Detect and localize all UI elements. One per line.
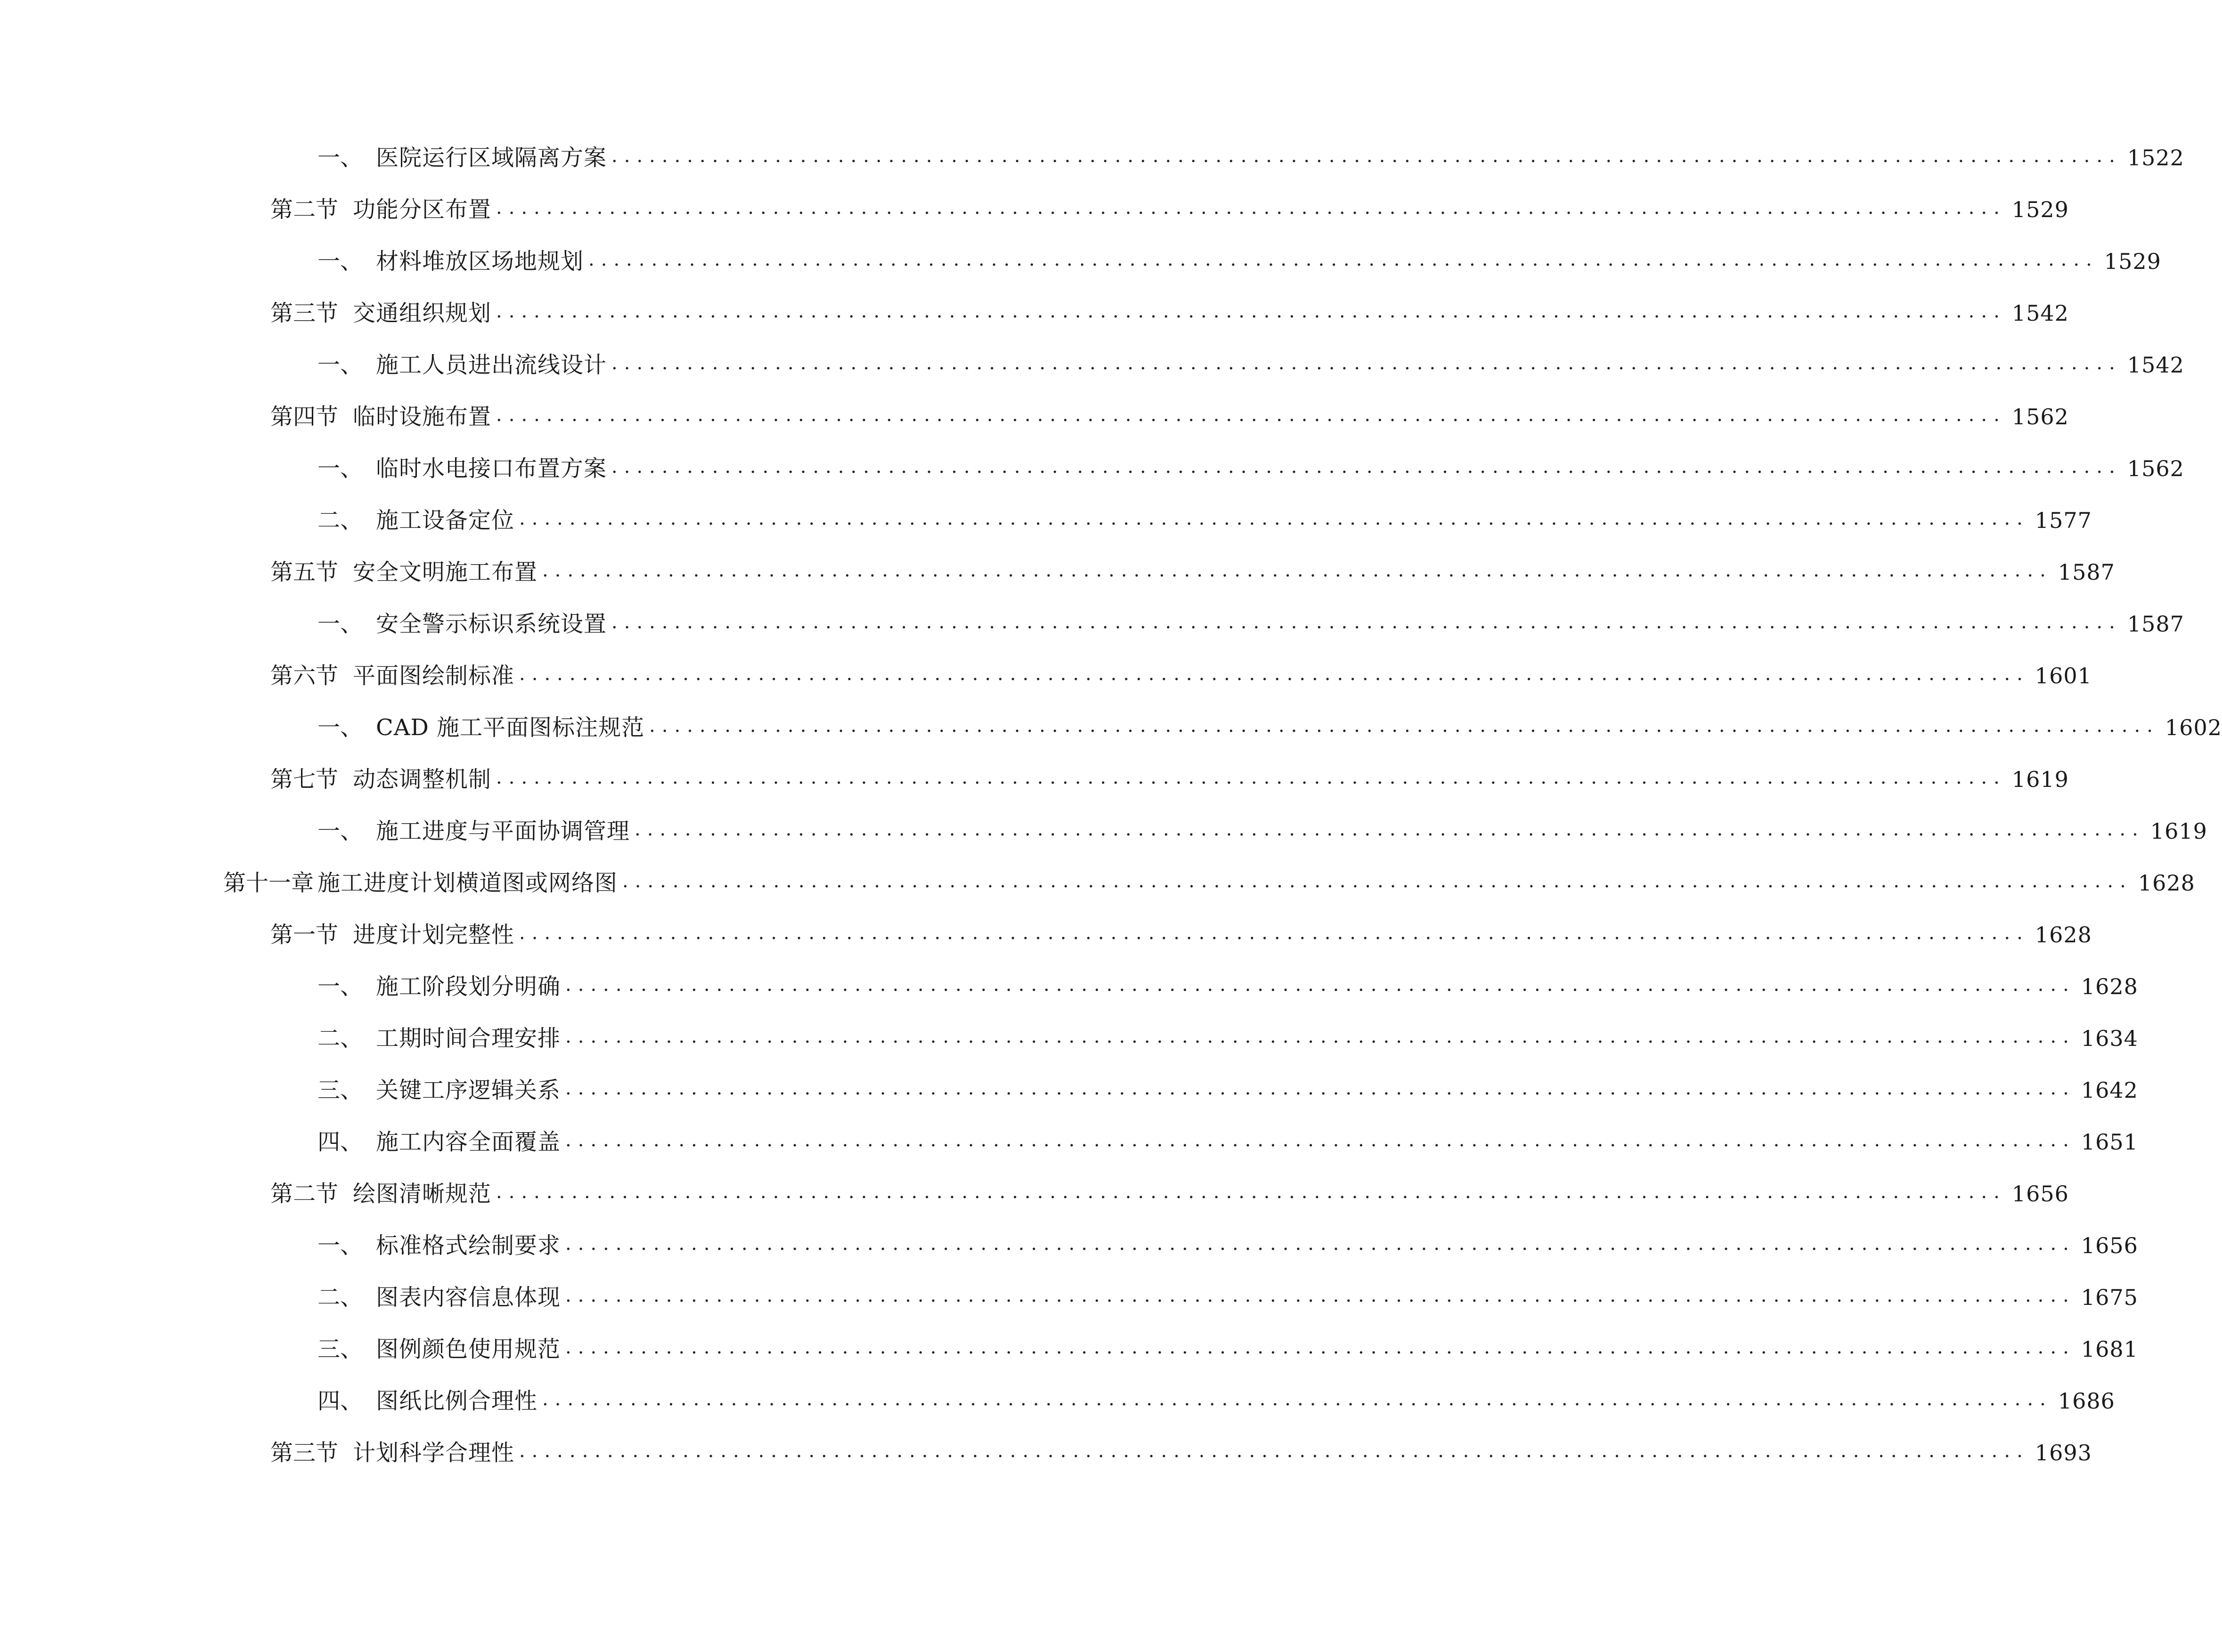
toc-entry[interactable] — [317, 805, 2207, 857]
entry-title: 图纸比例合理性 — [376, 1388, 538, 1414]
dot-leader: ........................................................................................................................ — [519, 663, 2029, 685]
toc-entry[interactable] — [223, 857, 2195, 909]
entry-prefix: 第一节 — [270, 922, 339, 948]
entry-title: 施工进度与平面协调管理 — [376, 818, 630, 844]
dot-leader: ........................................................................................................................ — [611, 145, 2122, 167]
toc-entry[interactable] — [317, 339, 2184, 391]
entry-page-number: 1619 — [2150, 818, 2207, 844]
dot-leader: ........................................................................................................................ — [611, 352, 2122, 374]
dot-leader: ........................................................................................................................ — [611, 611, 2122, 633]
entry-prefix: 一、 — [317, 455, 363, 482]
toc-entry[interactable] — [270, 1427, 2092, 1479]
entry-page-number: 1681 — [2081, 1336, 2138, 1362]
dot-leader: ........................................................................................................................ — [496, 197, 2006, 219]
entry-prefix: 第二节 — [270, 1181, 339, 1207]
entry-prefix: 一、 — [317, 818, 363, 844]
dot-leader: ........................................................................................................................ — [611, 456, 2122, 478]
entry-prefix: 第三节 — [270, 300, 339, 326]
dot-leader: ........................................................................................................................ — [565, 1233, 2075, 1255]
toc-entry[interactable] — [270, 753, 2069, 805]
entry-title: 施工人员进出流线设计 — [376, 352, 607, 378]
entry-prefix: 一、 — [317, 145, 363, 171]
entry-prefix: 第二节 — [270, 196, 339, 223]
entry-prefix: 第十一章 — [223, 870, 314, 896]
entry-title: 工期时间合理安排 — [376, 1025, 561, 1052]
toc-entry[interactable] — [317, 494, 2092, 546]
entry-title: 施工设备定位 — [376, 507, 515, 534]
toc-entry[interactable] — [270, 546, 2115, 598]
entry-title: CAD 施工平面图标注规范 — [376, 714, 645, 741]
entry-prefix: 一、 — [317, 352, 363, 378]
entry-page-number: 1529 — [2011, 197, 2069, 222]
toc-entry[interactable] — [317, 961, 2138, 1012]
entry-page-number: 1686 — [2058, 1388, 2115, 1414]
toc-entry[interactable] — [317, 1012, 2138, 1064]
entry-page-number: 1628 — [2035, 922, 2092, 947]
entry-prefix: 四、 — [317, 1129, 363, 1155]
entry-title: 安全文明施工布置 — [353, 559, 538, 585]
entry-page-number: 1628 — [2138, 870, 2195, 896]
toc-entry[interactable] — [317, 598, 2184, 650]
entry-page-number: 1642 — [2081, 1077, 2138, 1103]
entry-prefix: 三、 — [317, 1336, 363, 1362]
entry-title: 关键工序逻辑关系 — [376, 1077, 561, 1103]
toc-entry[interactable] — [270, 1168, 2069, 1220]
entry-prefix: 第三节 — [270, 1440, 339, 1466]
dot-leader: ........................................................................................................................ — [496, 404, 2006, 426]
toc-entry[interactable] — [317, 1323, 2138, 1375]
entry-title: 动态调整机制 — [353, 766, 492, 793]
toc-entry[interactable] — [317, 1271, 2138, 1323]
entry-page-number: 1634 — [2081, 1026, 2138, 1051]
entry-title: 施工阶段划分明确 — [376, 973, 561, 1000]
entry-page-number: 1522 — [2127, 145, 2184, 170]
entry-title: 临时设施布置 — [353, 404, 492, 430]
toc-entry[interactable] — [270, 184, 2069, 235]
entry-page-number: 1651 — [2081, 1129, 2138, 1155]
dot-leader: ........................................................................................................................ — [588, 249, 2099, 270]
entry-page-number: 1542 — [2127, 352, 2184, 378]
toc-entry[interactable] — [317, 702, 2222, 753]
dot-leader: ........................................................................................................................ — [565, 1129, 2075, 1151]
entry-title: 临时水电接口布置方案 — [376, 455, 607, 482]
entry-page-number: 1693 — [2035, 1440, 2092, 1466]
dot-leader: ........................................................................................................................ — [565, 974, 2075, 996]
toc-entry[interactable] — [270, 650, 2092, 702]
entry-page-number: 1601 — [2035, 663, 2092, 688]
dot-leader: ........................................................................................................................ — [565, 1285, 2075, 1306]
entry-title: 医院运行区域隔离方案 — [376, 145, 607, 171]
entry-page-number: 1675 — [2081, 1285, 2138, 1310]
dot-leader: ........................................................................................................................ — [542, 559, 2052, 581]
entry-prefix: 四、 — [317, 1388, 363, 1414]
entry-page-number: 1587 — [2127, 611, 2184, 637]
entry-prefix: 二、 — [317, 1284, 363, 1311]
toc-entry[interactable] — [317, 1064, 2138, 1116]
dot-leader: ........................................................................................................................ — [622, 870, 2132, 892]
dot-leader: ........................................................................................................................ — [496, 767, 2006, 788]
toc-entry[interactable] — [317, 132, 2184, 184]
entry-title: 功能分区布置 — [353, 196, 492, 223]
entry-title: 施工进度计划横道图或网络图 — [317, 870, 618, 896]
dot-leader: ........................................................................................................................ — [519, 1440, 2029, 1462]
entry-title: 图例颜色使用规范 — [376, 1336, 561, 1362]
entry-prefix: 二、 — [317, 507, 363, 534]
entry-title: 施工内容全面覆盖 — [376, 1129, 561, 1155]
entry-title: 计划科学合理性 — [353, 1440, 515, 1466]
toc-entry[interactable] — [270, 909, 2092, 961]
toc-entry[interactable] — [270, 391, 2069, 443]
toc-entry[interactable] — [317, 443, 2184, 494]
entry-prefix: 三、 — [317, 1077, 363, 1103]
entry-prefix: 第五节 — [270, 559, 339, 585]
dot-leader: ........................................................................................................................ — [565, 1026, 2075, 1047]
entry-prefix: 第六节 — [270, 663, 339, 689]
entry-title: 绘图清晰规范 — [353, 1181, 492, 1207]
entry-prefix: 二、 — [317, 1025, 363, 1052]
entry-prefix: 一、 — [317, 973, 363, 1000]
dot-leader: ........................................................................................................................ — [635, 818, 2145, 840]
dot-leader: ........................................................................................................................ — [565, 1336, 2075, 1358]
entry-prefix: 一、 — [317, 1232, 363, 1259]
entry-page-number: 1602 — [2165, 715, 2222, 740]
dot-leader: ........................................................................................................................ — [565, 1077, 2075, 1099]
entry-prefix: 一、 — [317, 714, 363, 741]
dot-leader: ........................................................................................................................ — [542, 1388, 2052, 1410]
entry-prefix: 一、 — [317, 248, 363, 275]
dot-leader: ........................................................................................................................ — [496, 300, 2006, 322]
entry-page-number: 1577 — [2035, 508, 2092, 533]
toc-entry[interactable] — [270, 287, 2069, 339]
entry-title: 交通组织规划 — [353, 300, 492, 326]
dot-leader: ........................................................................................................................ — [519, 508, 2029, 529]
entry-prefix: 一、 — [317, 611, 363, 637]
dot-leader: ........................................................................................................................ — [649, 715, 2159, 737]
entry-page-number: 1619 — [2011, 767, 2069, 792]
entry-title: 图表内容信息体现 — [376, 1284, 561, 1311]
entry-page-number: 1542 — [2011, 300, 2069, 326]
toc-entry[interactable] — [317, 1375, 2115, 1427]
entry-page-number: 1587 — [2058, 559, 2115, 585]
entry-title: 安全警示标识系统设置 — [376, 611, 607, 637]
dot-leader: ........................................................................................................................ — [496, 1181, 2006, 1203]
entry-prefix: 第七节 — [270, 766, 339, 793]
entry-page-number: 1529 — [2104, 249, 2161, 274]
toc-entry[interactable] — [317, 235, 2161, 287]
entry-page-number: 1656 — [2011, 1181, 2069, 1207]
entry-title: 标准格式绘制要求 — [376, 1232, 561, 1259]
toc-entry[interactable] — [317, 1116, 2138, 1168]
entry-prefix: 第四节 — [270, 404, 339, 430]
entry-title: 材料堆放区场地规划 — [376, 248, 584, 275]
toc-entry[interactable] — [317, 1220, 2138, 1271]
entry-page-number: 1656 — [2081, 1233, 2138, 1258]
dot-leader: ........................................................................................................................ — [519, 922, 2029, 944]
entry-page-number: 1562 — [2011, 404, 2069, 429]
entry-page-number: 1562 — [2127, 456, 2184, 481]
entry-title: 进度计划完整性 — [353, 922, 515, 948]
entry-title: 平面图绘制标准 — [353, 663, 515, 689]
entry-page-number: 1628 — [2081, 974, 2138, 999]
